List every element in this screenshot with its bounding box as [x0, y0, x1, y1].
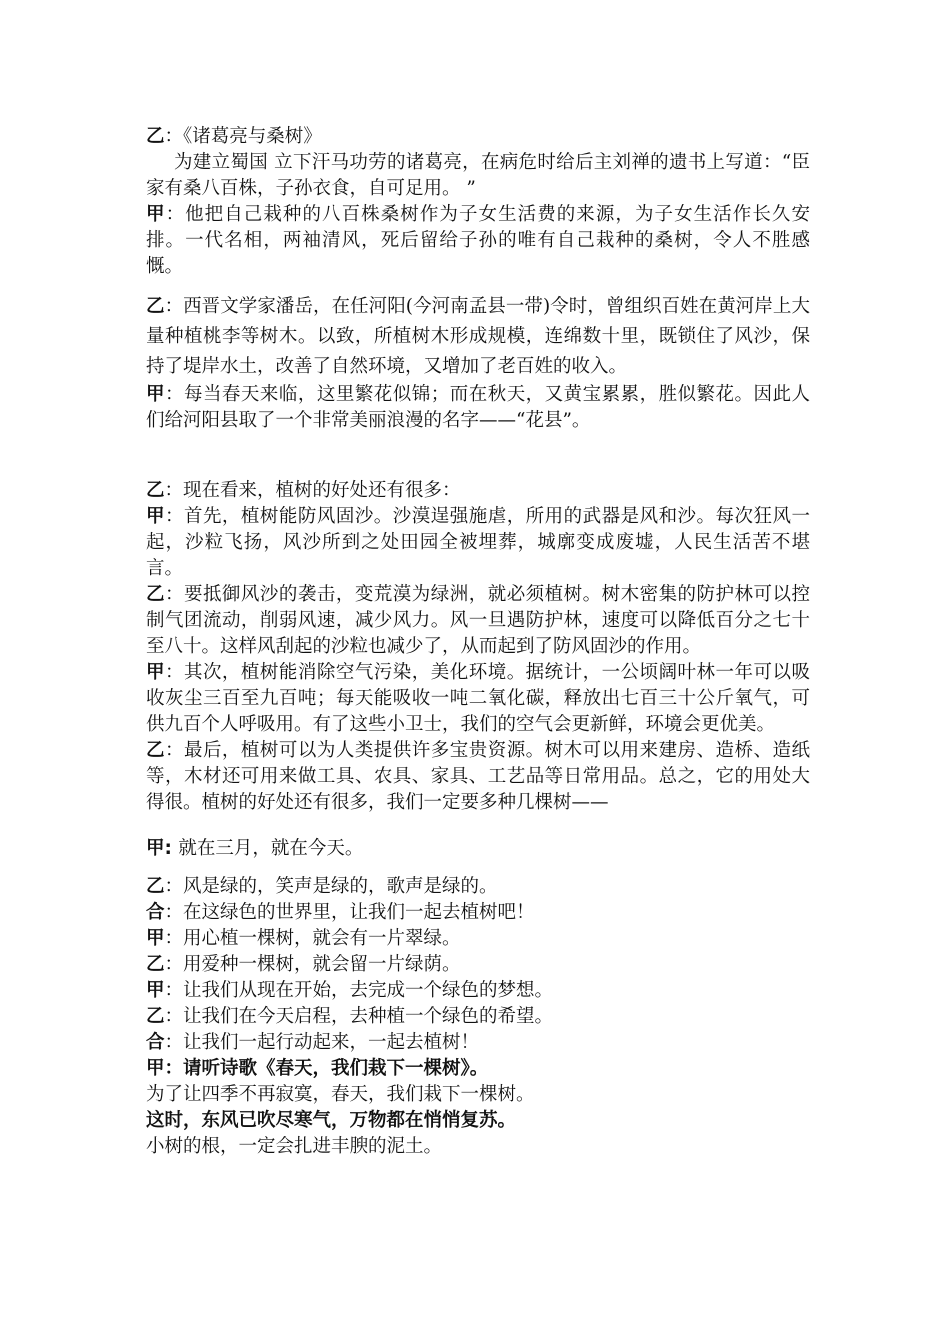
speaker-label: 甲: [146, 506, 165, 527]
line-text: 《诸葛亮与桑树》: [183, 126, 322, 147]
line-text: 在这绿色的世界里，让我们一起去植树吧！: [183, 902, 535, 923]
separator: ：: [164, 384, 184, 405]
separator: ：: [164, 1006, 184, 1027]
speaker-label: 乙: [146, 876, 165, 897]
line-text: 让我们在今天启程，去种植一个绿色的希望。: [183, 1006, 554, 1027]
line-text: 现在看来，植树的好处还有很多：: [183, 480, 461, 501]
dialogue-line: [146, 978, 810, 1004]
paragraph: [146, 150, 810, 202]
separator: ：: [164, 740, 184, 761]
dialogue-line: [146, 836, 810, 862]
dialogue-line: [146, 738, 810, 816]
speaker-label: 乙: [146, 584, 165, 605]
dialogue-line: [146, 660, 810, 738]
line-text: 用心植一棵树，就会有一片翠绿。: [183, 928, 461, 949]
poem-intro-line: [146, 1056, 810, 1082]
line-text: 就在三月，就在今天。: [178, 838, 364, 859]
separator: ：: [164, 126, 184, 147]
dialogue-line: [146, 900, 810, 926]
dialogue-line: [146, 926, 810, 952]
line-text: 首先，植树能防风固沙。沙漠逞强施虐，所用的武器是风和沙。每次狂风一起，沙粒飞扬，风沙所到之处田园全被埋葬，城廓变成废墟，人民生活苦不堪言。: [146, 506, 810, 579]
separator: ：: [164, 980, 184, 1001]
speaker-label: 合: [146, 902, 165, 923]
separator: ：: [164, 506, 184, 527]
separator: ：: [164, 902, 184, 923]
dialogue-line: [146, 1004, 810, 1030]
separator: ：: [164, 662, 184, 683]
speaker-label: 甲: [146, 204, 166, 225]
separator: ：: [164, 954, 184, 975]
line-text: 这时，东风已吹尽寒气，万物都在悄悄复苏。: [146, 1110, 517, 1131]
line-text: 小树的根，一定会扎进丰腴的泥土。: [146, 1136, 443, 1157]
line-text: 他把自己栽种的八百株桑树作为子女生活费的来源，为子女生活作长久安排。一代名相，两袖清风，死后留给子孙的唯有自己栽种的桑树，令人不胜感慨。: [146, 204, 810, 277]
speaker-label: 乙: [146, 954, 165, 975]
line-text: 为建立蜀国 立下汗马功劳的诸葛亮，在病危时给后主刘禅的遗书上写道：“臣家有桑八百株，子孙衣食，自可足用。 ”: [146, 152, 810, 199]
document-body: [146, 124, 810, 1160]
separator: ：: [164, 1032, 184, 1053]
dialogue-line: [146, 952, 810, 978]
speaker-label: 乙: [146, 126, 165, 147]
line-text: 西晋文学家潘岳，在任河阳(今河南孟县一带)令时，曾组织百姓在黄河岸上大量种植桃李等树木。以致，所植树木形成规模，连绵数十里，既锁住了风沙，保持了堤岸水土，改善了自然环境，又增加了老百姓的收入。: [146, 296, 810, 377]
speaker-label: 合: [146, 1032, 165, 1053]
separator: ：: [164, 296, 184, 317]
dialogue-line: [146, 1030, 810, 1056]
line-text: 甲：请听诗歌《春天，我们栽下一棵树》。: [146, 1058, 489, 1079]
speaker-label: 乙: [146, 296, 165, 317]
dialogue-line: [146, 582, 810, 660]
speaker-label: 乙: [146, 740, 165, 761]
separator: ：: [165, 204, 186, 225]
line-text: 最后，植树可以为人类提供许多宝贵资源。树木可以用来建房、造桥、造纸等，木材还可用来做工具、农具、家具、工艺品等日常用品。总之，它的用处大得很。植树的好处还有很多，我们一定要多种几棵树——: [146, 740, 810, 813]
speaker-label: 甲: [146, 384, 165, 405]
speaker-label: 甲: [146, 838, 165, 859]
separator: ：: [164, 480, 184, 501]
dialogue-line: [146, 382, 810, 434]
speaker-label: 乙: [146, 480, 165, 501]
separator: :: [164, 838, 179, 859]
line-text: 让我们从现在开始，去完成一个绿色的梦想。: [183, 980, 554, 1001]
dialogue-line: [146, 202, 810, 280]
line-text: 其次，植树能消除空气污染，美化环境。据统计，一公顷阔叶林一年可以吸收灰尘三百至九百吨；每天能吸收一吨二氧化碳，释放出七百三十公斤氧气，可供九百个人呼吸用。有了这些小卫士，我们的空气会更新鲜，环境会更优美。: [146, 662, 810, 735]
poem-line: [146, 1108, 810, 1134]
line-text: 让我们一起行动起来，一起去植树！: [183, 1032, 480, 1053]
line-text: 每当春天来临，这里繁花似锦；而在秋天，又黄宝累累，胜似繁花。因此人们给河阳县取了一个非常美丽浪漫的名字——“花县”。: [146, 384, 810, 431]
dialogue-line: [146, 478, 810, 504]
separator: ：: [164, 876, 184, 897]
dialogue-line: [146, 124, 810, 150]
speaker-label: 甲: [146, 928, 165, 949]
separator: ：: [164, 928, 184, 949]
line-text: 风是绿的，笑声是绿的，歌声是绿的。: [183, 876, 498, 897]
poem-line: [146, 1134, 810, 1160]
separator: ：: [164, 584, 184, 605]
poem-line: [146, 1082, 810, 1108]
dialogue-line: [146, 292, 810, 382]
speaker-label: 甲: [146, 662, 165, 683]
line-text: 要抵御风沙的袭击，变荒漠为绿洲，就必须植树。树木密集的防护林可以控制气团流动，削弱风速，减少风力。风一旦遇防护林，速度可以降低百分之七十至八十。这样风刮起的沙粒也减少了，从而起到了防风固沙的作用。: [146, 584, 810, 657]
speaker-label: 甲: [146, 980, 165, 1001]
speaker-label: 乙: [146, 1006, 165, 1027]
dialogue-line: [146, 504, 810, 582]
line-text: 为了让四季不再寂寞，春天，我们栽下一棵树。: [146, 1084, 535, 1105]
line-text: 用爱种一棵树，就会留一片绿荫。: [183, 954, 461, 975]
dialogue-line: [146, 874, 810, 900]
